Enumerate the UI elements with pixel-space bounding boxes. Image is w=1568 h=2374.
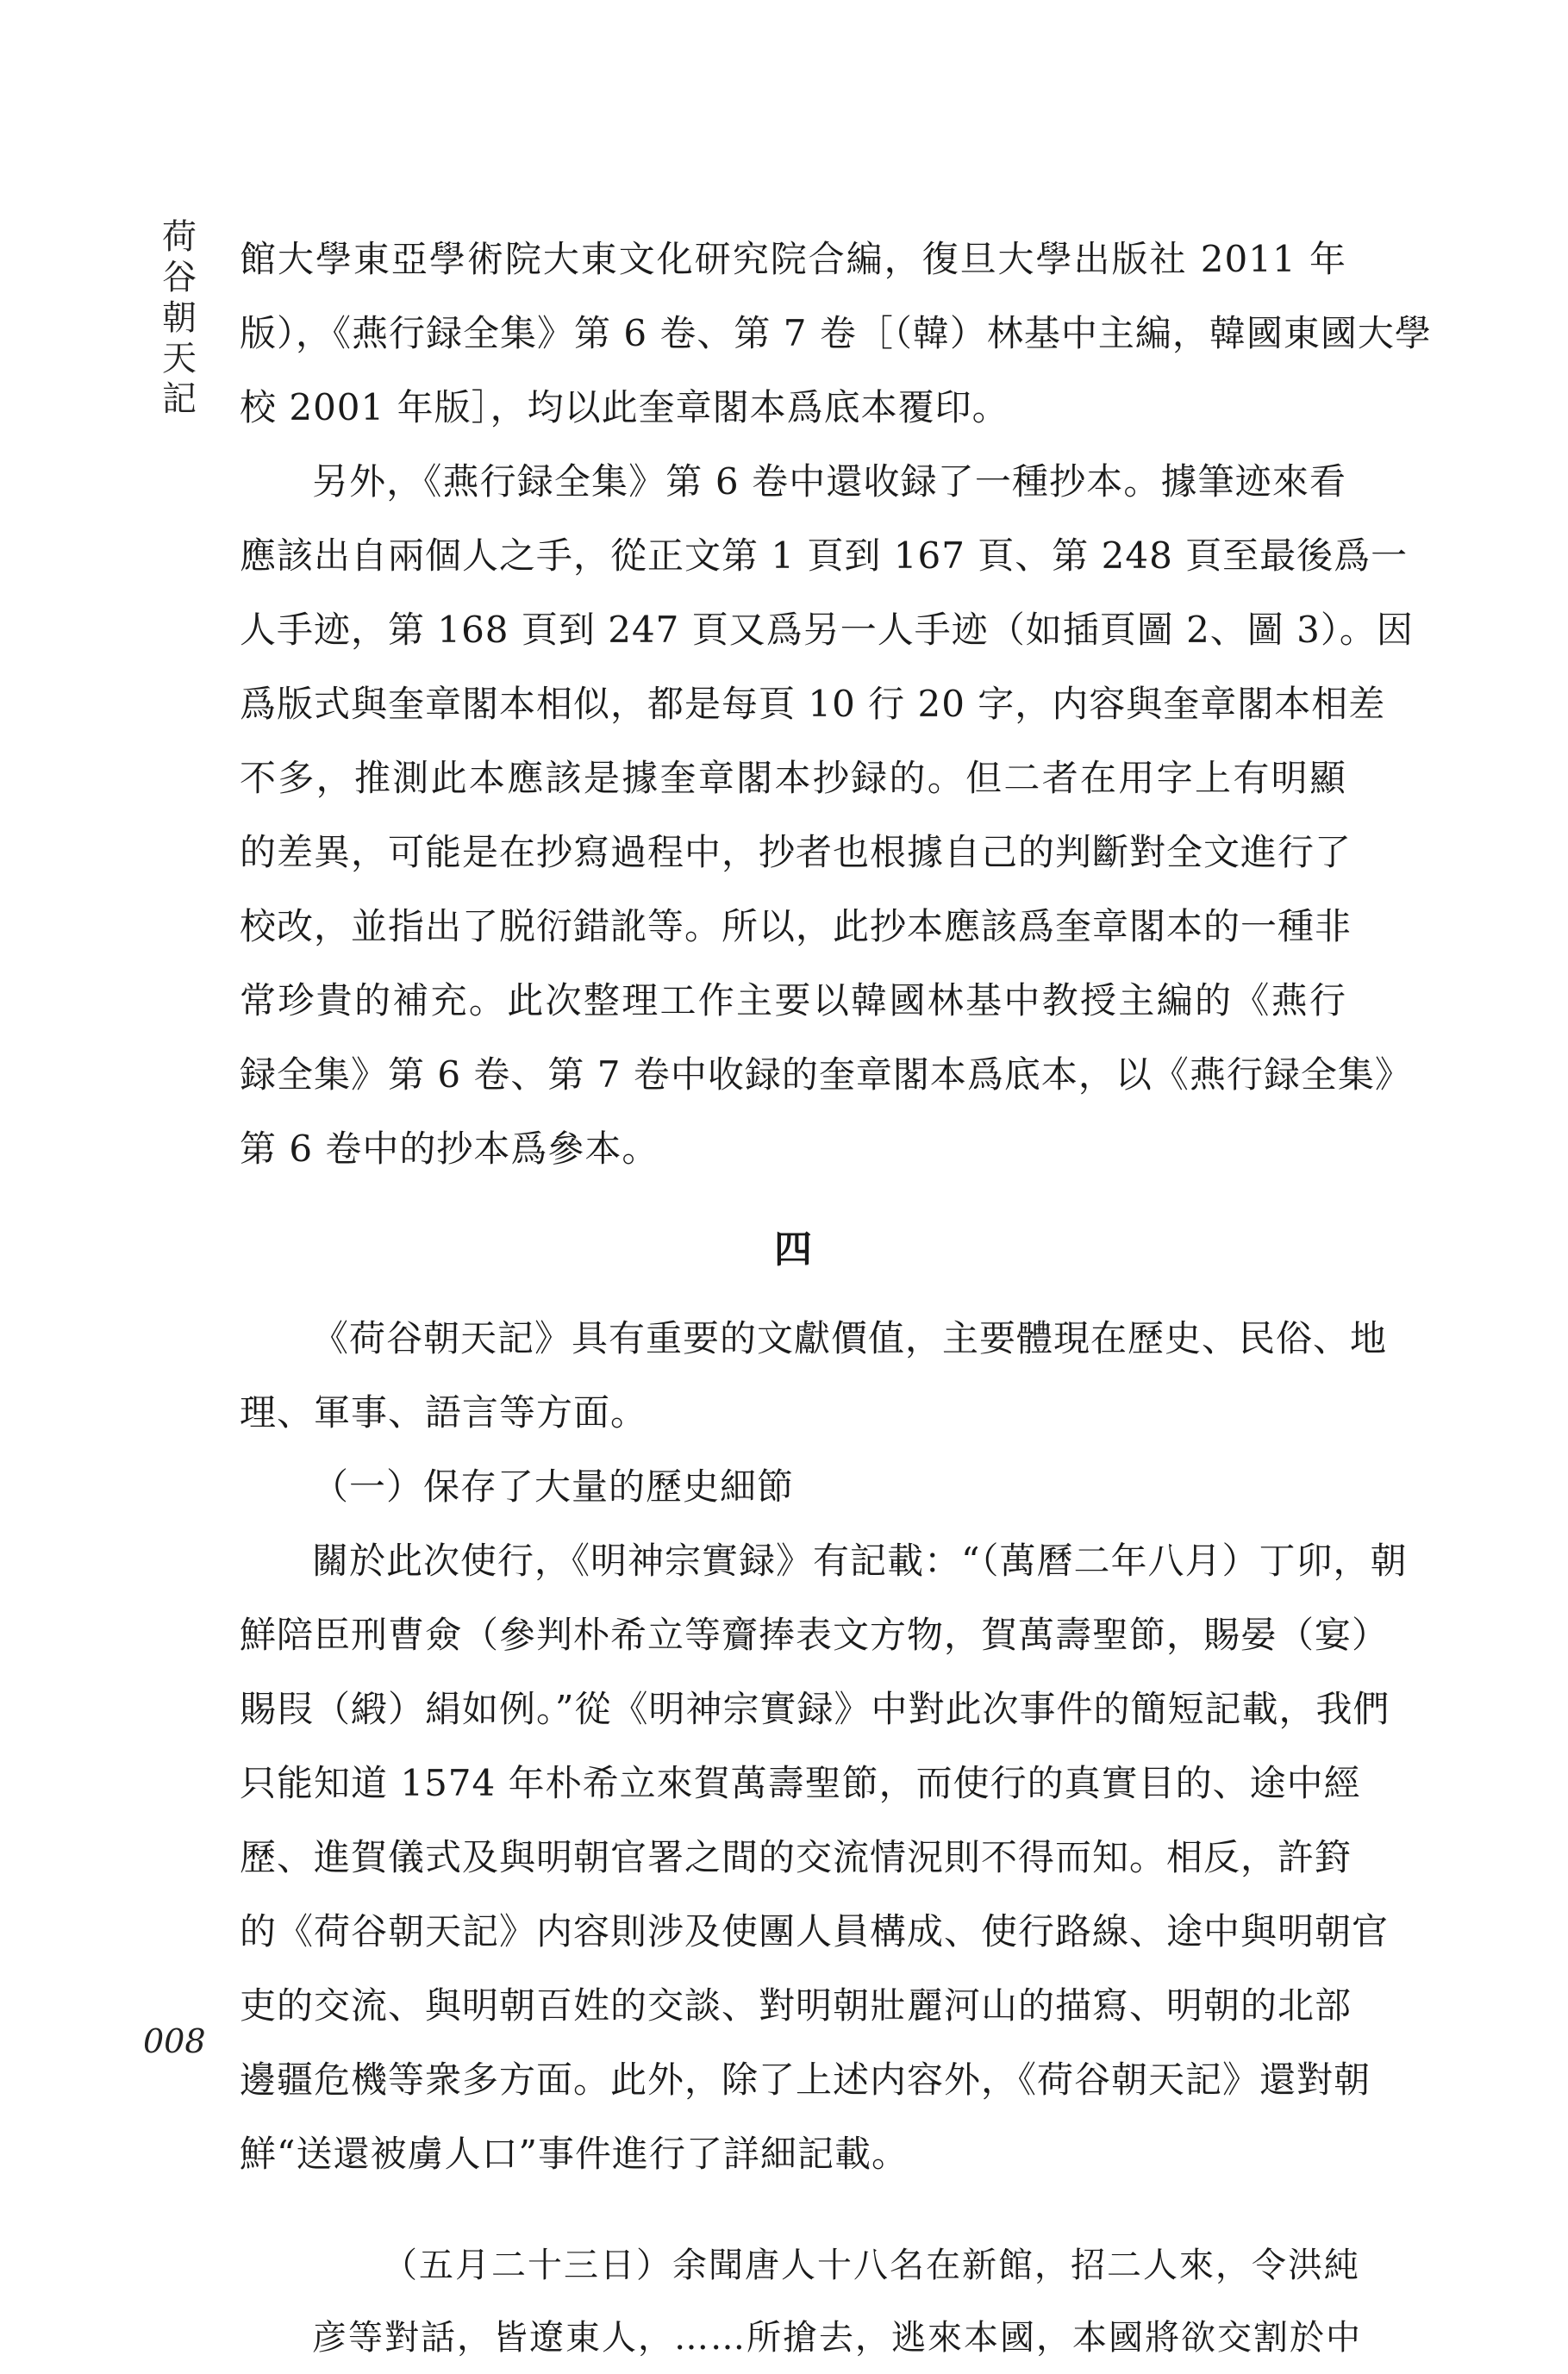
paragraph-3 <box>240 1302 1388 1450</box>
section-heading: 四 <box>774 1228 812 1271</box>
text-line: 校改，並指出了脱衍錯訛等。所以，此抄本應該爲奎章閣本的一種非 <box>240 905 1352 947</box>
paragraph-1 <box>240 222 1432 445</box>
text-line: 館大學東亞學術院大東文化研究院合編，復旦大學出版社 2011 年 <box>240 238 1346 280</box>
text-line: 吏的交流、與明朝百姓的交談、對明朝壯麗河山的描寫、明朝的北部 <box>240 1984 1352 2027</box>
page-number: 008 <box>143 2022 206 2060</box>
text-line: 版），《燕行録全集》第 6 卷、第 7 卷［（韓）林基中主編，韓國東國大學 <box>240 312 1432 354</box>
text-line: 的《荷谷朝天記》内容則涉及使團人員構成、使行路線、途中與明朝官 <box>240 1910 1390 1952</box>
text-line: 録全集》第 6 卷、第 7 卷中收録的奎章閣本爲底本，以《燕行録全集》 <box>240 1053 1412 1096</box>
subheading: （一）保存了大量的歷史細節 <box>312 1465 795 1508</box>
text-line: 校 2001 年版］，均以此奎章閣本爲底本覆印。 <box>240 386 1009 428</box>
text-line: 爲版式與奎章閣本相似，都是每頁 10 行 20 字，内容與奎章閣本相差 <box>240 683 1386 725</box>
running-title-char: 天 <box>162 339 197 378</box>
text-line: 應該出自兩個人之手，從正文第 1 頁到 167 頁、第 248 頁至最後爲一 <box>240 534 1409 577</box>
page-body <box>240 222 1432 2374</box>
text-line: 不多，推測此本應該是據奎章閣本抄録的。但二者在用字上有明顯 <box>240 757 1346 799</box>
block-quote <box>240 2229 1362 2374</box>
text-line: 理、軍事、語言等方面。 <box>240 1391 648 1434</box>
paragraph-4 <box>240 1524 1408 2191</box>
text-line: 鮮“送還被虜人口”事件進行了詳細記載。 <box>240 2133 909 2175</box>
text-line: 第 6 卷中的抄本爲參本。 <box>240 1128 659 1170</box>
running-title-char: 谷 <box>162 258 197 297</box>
text-line: 歷、進賀儀式及與明朝官署之間的交流情況則不得而知。相反，許篈 <box>240 1836 1352 1878</box>
text-line: 《荷谷朝天記》具有重要的文獻價值，主要體現在歷史、民俗、地 <box>312 1317 1388 1359</box>
text-line: 人手迹，第 168 頁到 247 頁又爲另一人手迹（如插頁圖 2、圖 3）。因 <box>240 609 1414 651</box>
text-line: 關於此次使行，《明神宗實録》有記載：“（萬曆二年八月）丁卯，朝 <box>312 1540 1408 1582</box>
paragraph-2 <box>240 445 1414 1186</box>
running-title-char: 朝 <box>162 298 197 338</box>
text-line: 鮮陪臣刑曹僉（參判朴希立等齎捧表文方物，賀萬壽聖節，賜晏（宴） <box>240 1614 1390 1656</box>
running-title <box>157 217 202 420</box>
text-line: 只能知道 1574 年朴希立來賀萬壽聖節，而使行的真實目的、途中經 <box>240 1762 1361 1804</box>
text-line: 常珍貴的補充。此次整理工作主要以韓國林基中教授主編的《燕行 <box>240 979 1346 1021</box>
running-title-char: 荷 <box>162 217 197 257</box>
quote-line: （五月二十三日）余聞唐人十八名在新館，招二人來，令洪純 <box>383 2246 1360 2285</box>
text-line: 另外，《燕行録全集》第 6 卷中還收録了一種抄本。據筆迹來看 <box>312 460 1346 503</box>
quote-line: 彦等對話，皆遼東人，……所搶去，逃來本國，本國將欲交割於中 <box>312 2318 1362 2358</box>
text-line: 邊疆危機等衆多方面。此外，除了上述内容外，《荷谷朝天記》還對朝 <box>240 2059 1371 2101</box>
text-line: 的差異，可能是在抄寫過程中，抄者也根據自己的判斷對全文進行了 <box>240 831 1352 873</box>
running-title-char: 記 <box>162 379 197 419</box>
text-line: 賜叚（緞）絹如例。”從《明神宗實録》中對此次事件的簡短記載，我們 <box>240 1688 1390 1730</box>
